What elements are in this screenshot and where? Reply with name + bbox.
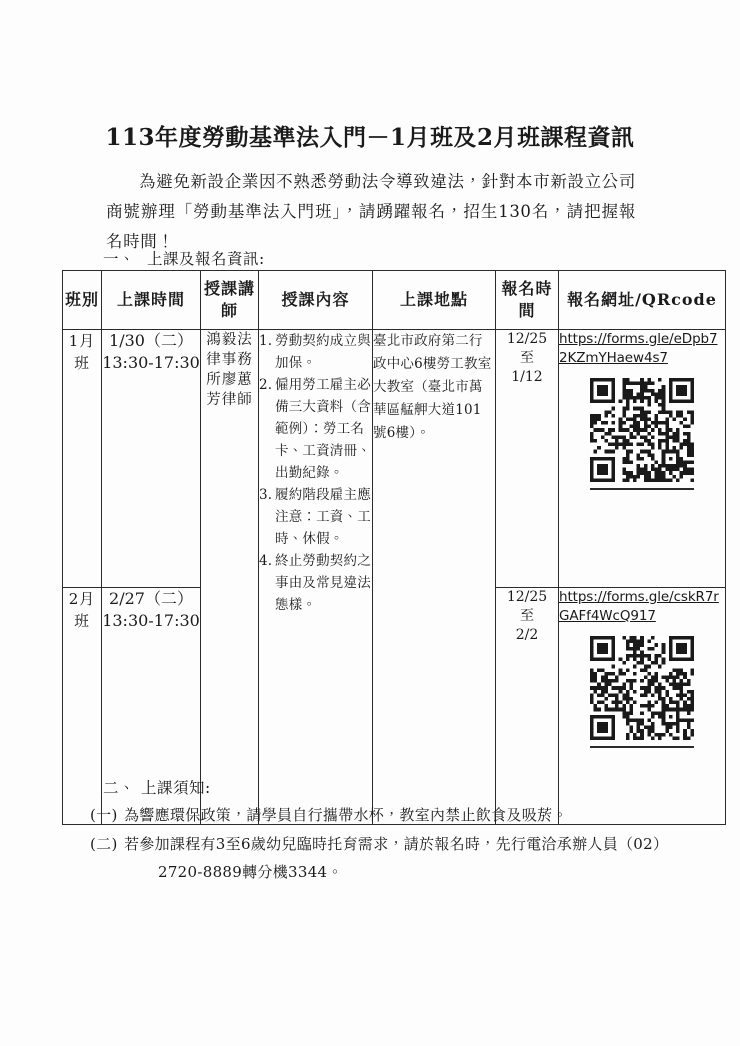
item-number: 2. — [259, 377, 273, 393]
cell-time-january — [102, 330, 201, 588]
section-one-heading — [103, 247, 265, 269]
col-header-lecturer: 授課講師 — [201, 271, 259, 330]
cell-registration-february — [496, 588, 559, 825]
table-row — [63, 330, 726, 588]
page-title: 113年度勞動基準法入門－1月班及2月班課程資訊 — [105, 124, 635, 152]
class-line: 班 — [73, 354, 90, 372]
course-content-item — [259, 484, 372, 550]
cell-class-february — [63, 588, 102, 825]
course-content-item — [259, 330, 372, 374]
item-number: 4. — [259, 553, 273, 569]
registration-link-january[interactable]: https://forms.gle/eDpb72KZmYHaew4s7 — [559, 331, 718, 366]
cell-course-content — [259, 330, 373, 825]
class-line: 班 — [73, 612, 90, 630]
cell-class-january — [63, 330, 102, 588]
course-content-item — [259, 374, 372, 484]
cell-url-january — [559, 330, 726, 588]
lecturer-line: 律事務 — [206, 352, 253, 368]
cell-registration-january — [496, 330, 559, 588]
item-text: 僱用勞工雇主必備三大資料（含範例）：勞工名卡、工資清冊、出勤紀錄。 — [275, 377, 371, 481]
section-two-label: 上課須知: — [141, 779, 211, 797]
intro-paragraph: 為避免新設企業因不熟悉勞動法令導致違法，針對本市新設立公司商號辦理「勞動基準法入門班」，請踴躍報名，招生130名，請把握報名時間！ — [106, 171, 636, 251]
cell-location: 臺北市政府第二行政中心6樓勞工教室大教室（臺北市萬華區艋舺大道101號6樓）。 — [373, 330, 496, 825]
reg-separator: 至 — [520, 608, 534, 624]
reg-end: 1/12 — [511, 369, 543, 385]
item-text: 終止勞動契約之事由及常見違法態樣。 — [275, 553, 371, 613]
section-one-marker: 一、 — [103, 250, 136, 268]
section-one-label: 上課及報名資訊: — [147, 250, 265, 268]
course-info-table — [62, 270, 726, 825]
item-text: 履約階段雇主應注意：工資、工時、休假。 — [275, 487, 371, 547]
course-content-list — [259, 330, 372, 616]
course-content-item — [259, 550, 372, 616]
reg-end: 2/2 — [515, 627, 539, 643]
registration-link-february[interactable]: https://forms.gle/cskR7rGAFf4WcQ917 — [559, 589, 719, 624]
qr-underline-january — [590, 488, 694, 490]
section-two-heading — [103, 776, 211, 798]
item-number: 3. — [259, 487, 273, 503]
note-text: 為響應環保政策，請學員自行攜帶水杯，教室內禁止飲食及吸菸。 — [124, 806, 568, 824]
qr-code-january[interactable] — [590, 378, 694, 482]
class-date: 2/27（二） — [109, 589, 193, 608]
class-date: 1/30（二） — [109, 331, 193, 350]
table-body — [63, 330, 726, 825]
qr-code-january-wrapper — [559, 378, 725, 482]
qr-code-february-wrapper — [559, 636, 725, 740]
col-header-registration: 報名時間 — [496, 271, 559, 330]
reg-start: 12/25 — [506, 589, 548, 605]
item-number: 1. — [259, 333, 273, 349]
col-header-content: 授課內容 — [259, 271, 373, 330]
qr-underline-february — [590, 746, 694, 748]
lecturer-line: 所廖蕙 — [206, 372, 253, 388]
note-text: 若參加課程有3至6歲幼兒臨時托育需求，請於報名時，先行電洽承辦人員（02）2720-8889轉分機3344。 — [124, 835, 669, 881]
table-header — [63, 271, 726, 330]
reg-separator: 至 — [520, 350, 534, 366]
col-header-location: 上課地點 — [373, 271, 496, 330]
class-hours: 13:30-17:30 — [102, 611, 200, 630]
qr-code-february[interactable] — [590, 636, 694, 740]
col-header-class: 班別 — [63, 271, 102, 330]
table-header-row — [63, 271, 726, 330]
class-hours: 13:30-17:30 — [102, 353, 200, 372]
item-text: 勞動契約成立與加保。 — [275, 333, 371, 371]
class-line: 1月 — [68, 332, 96, 350]
class-line: 2月 — [68, 590, 96, 608]
note-item: (二) 若參加課程有3至6歲幼兒臨時托育需求，請於報名時，先行電洽承辦人員（02）2720-8889轉分機3344。 — [90, 835, 669, 881]
cell-lecturer — [201, 330, 259, 825]
lecturer-line: 鴻毅法 — [206, 332, 253, 348]
note-item: (一) 為響應環保政策，請學員自行攜帶水杯，教室內禁止飲食及吸菸。 — [90, 806, 568, 824]
col-header-url: 報名網址/QRcode — [559, 271, 726, 330]
col-header-time: 上課時間 — [102, 271, 201, 330]
reg-start: 12/25 — [506, 331, 548, 347]
cell-url-february — [559, 588, 726, 825]
section-two-marker: 二、 — [103, 779, 136, 797]
lecturer-line: 芳律師 — [206, 392, 253, 408]
notes-list — [90, 801, 694, 887]
